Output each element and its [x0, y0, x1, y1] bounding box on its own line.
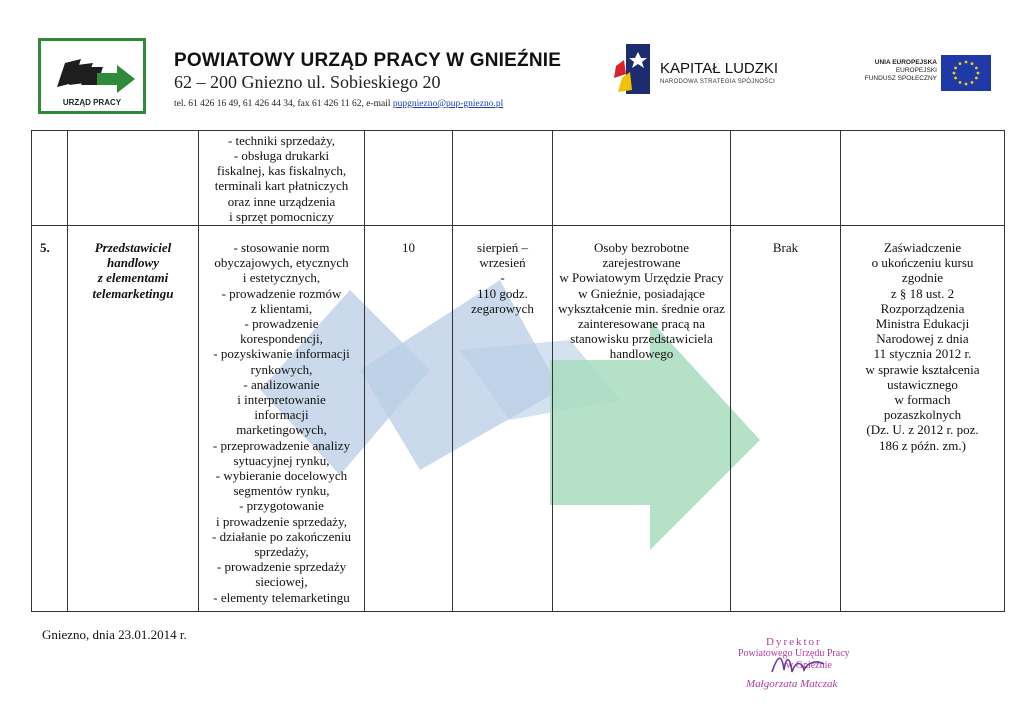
table-cell — [731, 131, 841, 226]
course-term: sierpień – wrzesień - 110 godz. zegarowych — [453, 226, 553, 612]
course-name: Przedstawiciel handlowy z elementami telemarketingu — [68, 226, 199, 612]
table-cell — [68, 131, 199, 226]
eu-line-union: UNIA EUROPEJSKA — [874, 59, 937, 66]
program-cell: - stosowanie norm obyczajowych, etycznych i estetycznych, - prowadzenie rozmów z klientami, - prowadzenie korespondencji, - pozyskiwanie informacji rynkowych, - analizowanie i interpretowanie informacji marketingowych, - przeprowadzenie analizy sytuacyjnej rynku, - wybieranie docelowych segmentów rynku, - przygotowanie i prowadzenie sprzedaży, - działanie po zakończeniu sprzedaży, - prowadzenie sprzedaży sieciowej, - elementy telemarketingu — [199, 226, 365, 612]
table-cell — [841, 131, 1005, 226]
stamp-title: Dyrektor — [766, 636, 822, 648]
signature-icon — [768, 650, 828, 680]
target-group: Osoby bezrobotne zarejestrowane w Powiatowym Urzędzie Pracy w Gnieźnie, posiadające wykształcenie min. średnie oraz zainteresowane pracą na stanowisku przedstawiciela handlowego — [553, 226, 731, 612]
stamp-city: w Gnieźnie — [786, 660, 832, 671]
course-table — [31, 130, 1005, 612]
stamp-name: Małgorzata Matczak — [746, 678, 838, 690]
table-cell — [32, 131, 68, 226]
eu-line-fund: EUROPEJSKI — [895, 67, 937, 74]
eu-fund-label — [845, 59, 937, 83]
table-row — [32, 226, 1005, 612]
contact-phones: tel. 61 426 16 49, 61 426 44 34, fax 61 426 11 62, e-mail — [174, 99, 393, 109]
office-logo-icon — [51, 49, 137, 101]
requirements: Brak — [731, 226, 841, 612]
document-date: Gniezno, dnia 23.01.2014 r. — [42, 627, 187, 642]
eu-line-social: FUNDUSZ SPOŁECZNY — [864, 75, 937, 82]
office-address: 62 – 200 Gniezno ul. Sobieskiego 20 — [174, 72, 441, 92]
participants-count: 10 — [365, 226, 453, 612]
kapital-ludzki-logo-icon — [612, 44, 652, 96]
kapital-ludzki-title: KAPITAŁ LUDZKI — [660, 60, 779, 77]
office-contact — [174, 99, 503, 109]
table-row — [32, 131, 1005, 226]
stamp-office: Powiatowego Urzędu Pracy — [738, 648, 850, 659]
kapital-ludzki-subtitle: NARODOWA STRATEGIA SPÓJNOŚCI — [660, 79, 776, 85]
office-title: POWIATOWY URZĄD PRACY W GNIEŹNIE — [174, 50, 562, 71]
certificate: Zaświadczenie o ukończeniu kursu zgodnie z § 18 ust. 2 Rozporządzenia Ministra Edukacji Narodowej z dnia 11 stycznia 2012 r. w sprawie kształcenia ustawicznego w formach pozaszkolnych (Dz. U. z 2012 r. poz. 186 z późn. zm.) — [841, 226, 1005, 612]
program-cell: - techniki sprzedaży, - obsługa drukarki fiskalnej, kas fiskalnych, terminali kart płatniczych oraz inne urządzenia i sprzęt pomocniczy — [199, 131, 365, 226]
table-cell — [365, 131, 453, 226]
contact-email-link[interactable]: pupgniezno@pup-gniezno.pl — [392, 99, 504, 109]
office-logo — [38, 38, 146, 114]
table-cell — [553, 131, 731, 226]
row-number: 5. — [32, 226, 68, 612]
eu-flag-icon — [941, 55, 991, 91]
table-cell — [453, 131, 553, 226]
logo-caption: URZĄD PRACY — [62, 98, 122, 107]
